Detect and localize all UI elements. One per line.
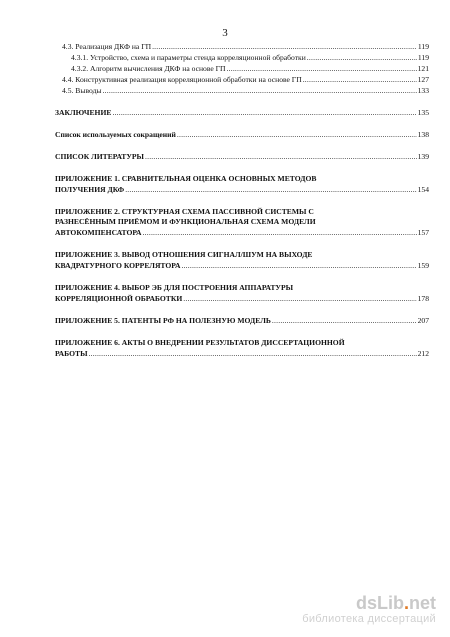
toc-entry-page: 207: [417, 316, 429, 325]
logo-main: dsLib: [355, 593, 404, 613]
toc-entry-page: 133: [417, 86, 429, 95]
toc-entry-appendix-3: [55, 250, 429, 260]
dot-leader: [183, 294, 416, 303]
toc-entry-title: ПРИЛОЖЕНИЕ 5. ПАТЕНТЫ РФ НА ПОЛЕЗНУЮ МОДЕЛЬ: [55, 316, 271, 325]
toc-entry-page: 119: [417, 42, 429, 51]
toc-entry-title-line: ПРИЛОЖЕНИЕ 4. ВЫБОР ЭБ ДЛЯ ПОСТРОЕНИЯ АППАРАТУРЫ: [55, 283, 294, 292]
dslib-watermark: [302, 593, 436, 625]
dot-leader: [303, 75, 417, 84]
toc-entry-title-line: ПРИЛОЖЕНИЕ 1. СРАВНИТЕЛЬНАЯ ОЦЕНКА ОСНОВНЫХ МЕТОДОВ: [55, 174, 317, 183]
toc-entry-title-line: РАЗНЕСЁННЫМ ПРИЁМОМ И ФУНКЦИОНАЛЬНАЯ СХЕМА МОДЕЛИ: [55, 217, 316, 226]
toc-entry-4-3-2: [71, 64, 429, 73]
toc-entry-literature: [55, 152, 429, 161]
toc-entry-appendix-1: [55, 174, 429, 184]
dot-leader: [125, 185, 416, 194]
toc-entry-title-line: КОРРЕЛЯЦИОННОЙ ОБРАБОТКИ: [55, 294, 183, 303]
toc-entry-appendix-2-last: [55, 228, 429, 237]
toc-entry-title: 4.3.2. Алгоритм вычисления ДКФ на основе ГП: [71, 64, 226, 73]
toc-entry-title: 4.3.1. Устройство, схема и параметры стенда корреляционной обработки: [71, 53, 306, 62]
toc-entry-title: Список используемых сокращений: [55, 130, 176, 139]
toc-entry-page: 138: [417, 130, 429, 139]
toc-entry-page: 135: [417, 108, 429, 117]
toc-entry-title-line: РАБОТЫ: [55, 349, 88, 358]
dot-leader: [181, 261, 416, 270]
toc-entry-abbreviations: [55, 130, 429, 139]
toc-entry-page: 178: [417, 294, 429, 303]
logo-tld: net: [409, 593, 436, 613]
toc-entry-4-4: [62, 75, 429, 84]
toc-entry-page: 157: [417, 228, 429, 237]
dot-leader: [307, 53, 417, 62]
toc-entry-page: 154: [417, 185, 429, 194]
toc-entry-page: 121: [417, 64, 429, 73]
toc-entry-title: СПИСОК ЛИТЕРАТУРЫ: [55, 152, 145, 161]
toc-entry-4-5: [62, 86, 429, 95]
dot-leader: [152, 42, 417, 51]
toc-entry-title: ЗАКЛЮЧЕНИЕ: [55, 108, 112, 117]
toc-entry-appendix-3-last: [55, 261, 429, 270]
toc-entry-appendix-6: [55, 338, 429, 348]
dot-leader: [177, 130, 417, 139]
toc-entry-title: 4.3. Реализация ДКФ на ГП: [62, 42, 152, 51]
dot-leader: [89, 349, 417, 358]
toc-entry-page: 127: [417, 75, 429, 84]
toc-entry-appendix-2: [55, 207, 429, 227]
toc-entry-appendix-5: [55, 316, 429, 325]
toc-entry-title-line: АВТОКОМПЕНСАТОРА: [55, 228, 142, 237]
toc-entry-appendix-1-last: [55, 185, 429, 194]
toc-entry-title-line: ПРИЛОЖЕНИЕ 2. СТРУКТУРНАЯ СХЕМА ПАССИВНОЙ СИСТЕМЫ С: [55, 207, 314, 216]
dot-leader: [143, 228, 417, 237]
toc-entry-page: 212: [417, 349, 429, 358]
toc-entry-appendix-4: [55, 283, 429, 293]
toc-entry-appendix-6-last: [55, 349, 429, 358]
toc-entry-title-line: ПОЛУЧЕНИЯ ДКФ: [55, 185, 125, 194]
toc-entry-title-line: ПРИЛОЖЕНИЕ 3. ВЫВОД ОТНОШЕНИЯ СИГНАЛ/ШУМ НА ВЫХОДЕ: [55, 250, 313, 259]
watermark-subtitle: библиотека диссертаций: [302, 613, 436, 625]
dot-leader: [227, 64, 417, 73]
toc-entry-page: 119: [417, 53, 429, 62]
toc-entry-title-line: ПРИЛОЖЕНИЕ 6. АКТЫ О ВНЕДРЕНИИ РЕЗУЛЬТАТОВ ДИССЕРТАЦИОННОЙ: [55, 338, 345, 347]
toc-entry-4-3-1: [71, 53, 429, 62]
dot-leader: [272, 316, 417, 325]
logo-dot: .: [403, 593, 409, 613]
page-number: 3: [222, 27, 228, 39]
dot-leader: [145, 152, 417, 161]
toc-entry-4-3: [62, 42, 429, 51]
dslib-logo: [302, 593, 436, 613]
toc-entry-conclusion: [55, 108, 429, 117]
dot-leader: [112, 108, 416, 117]
toc-entry-page: 159: [417, 261, 429, 270]
toc-entry-page: 139: [417, 152, 429, 161]
toc-entry-title: 4.5. Выводы: [62, 86, 102, 95]
dot-leader: [103, 86, 417, 95]
toc-entry-appendix-4-last: [55, 294, 429, 303]
toc-entry-title: 4.4. Конструктивная реализация корреляционной обработки на основе ГП: [62, 75, 302, 84]
toc-entry-title-line: КВАДРАТУРНОГО КОРРЕЛЯТОРА: [55, 261, 181, 270]
